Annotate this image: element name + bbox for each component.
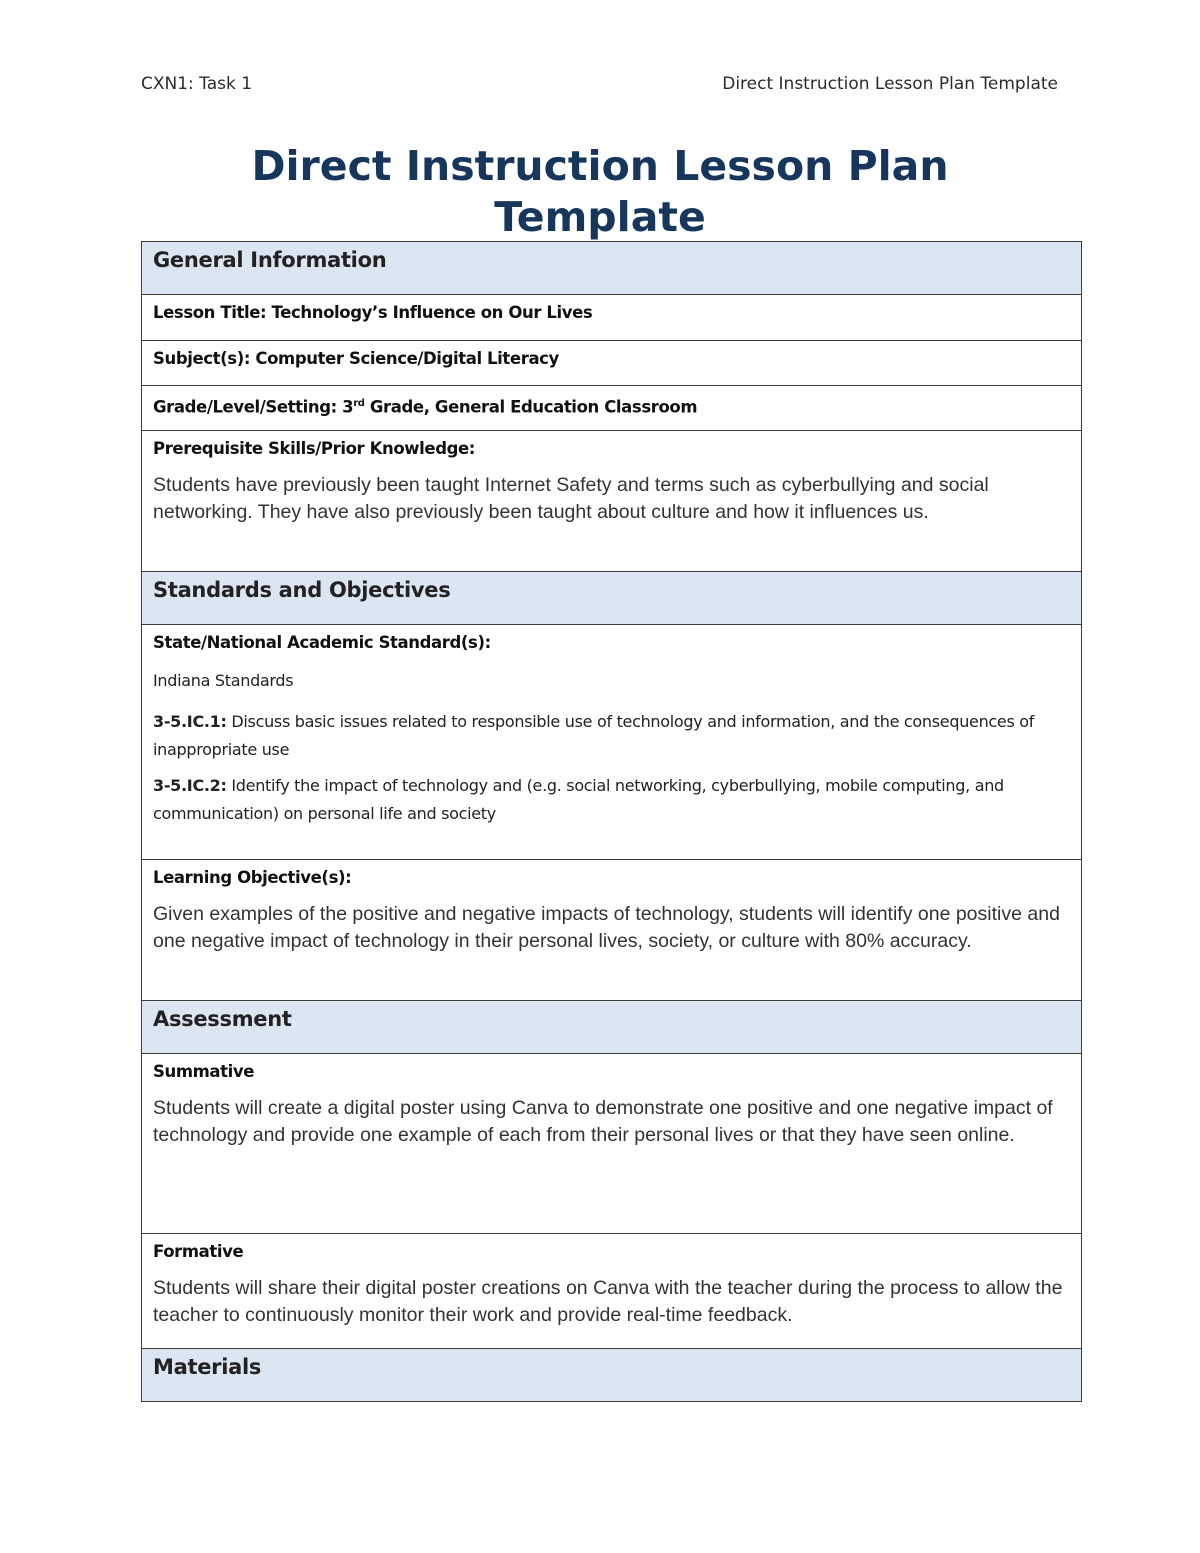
- standards-label: State/National Academic Standard(s):: [153, 633, 491, 652]
- summative-label: Summative: [153, 1062, 255, 1081]
- subjects-row: [141, 341, 1082, 386]
- lesson-plan-table: [141, 241, 1082, 1402]
- section-materials: [141, 1349, 1082, 1402]
- prerequisite-text: Students have previously been taught Internet Safety and terms such as cyberbullying and social networking. They have also previously been taught about culture and how it influences us.: [153, 474, 989, 523]
- grade-ordinal: rd: [353, 398, 365, 409]
- page-header-right: Direct Instruction Lesson Plan Template: [722, 74, 1058, 94]
- standard-text: Identify the impact of technology and (e.g. social networking, cyberbullying, mobile computing, and communication) on personal life and society: [153, 776, 1004, 823]
- standards-state: Indiana Standards: [153, 671, 294, 690]
- standard-item: [153, 708, 1070, 764]
- document-title: Direct Instruction Lesson Plan Template: [251, 142, 949, 241]
- section-general-information: [141, 242, 1082, 295]
- lesson-title-row: [141, 295, 1082, 341]
- formative-text: Students will share their digital poster creations on Canva with the teacher during the process to allow the teacher to continuously monitor their work and provide real-time feedback.: [153, 1277, 1063, 1326]
- section-title: General Information: [153, 248, 387, 272]
- learning-objective-label: Learning Objective(s):: [153, 868, 352, 887]
- section-assessment: [141, 1001, 1082, 1054]
- standard-text: Discuss basic issues related to responsible use of technology and information, and the consequences of inappropriate use: [153, 712, 1035, 759]
- section-title: Materials: [153, 1355, 262, 1379]
- standard-code: 3-5.IC.2:: [153, 776, 227, 795]
- formative-label: Formative: [153, 1242, 244, 1261]
- learning-objective-text: Given examples of the positive and negative impacts of technology, students will identify one positive and one negative impact of technology in their personal lives, society, or culture with 80% accuracy.: [153, 903, 1060, 952]
- learning-objective-row: [141, 860, 1082, 1001]
- lesson-title: Lesson Title: Technology’s Influence on Our Lives: [153, 303, 593, 322]
- prerequisite-row: [141, 431, 1082, 572]
- summative-text: Students will create a digital poster using Canva to demonstrate one positive and one negative impact of technology and provide one example of each from their personal lives or that they have seen online.: [153, 1097, 1053, 1146]
- grade-level-setting: [153, 393, 1070, 419]
- summative-row: [141, 1054, 1082, 1234]
- section-standards-objectives: [141, 572, 1082, 625]
- subjects: Subject(s): Computer Science/Digital Literacy: [153, 349, 559, 368]
- prerequisite-label: Prerequisite Skills/Prior Knowledge:: [153, 439, 476, 458]
- formative-row: [141, 1234, 1082, 1349]
- page-header-left: CXN1: Task 1: [141, 74, 253, 94]
- section-title: Standards and Objectives: [153, 578, 451, 602]
- grade-prefix: Grade/Level/Setting: 3: [153, 397, 354, 417]
- standard-code: 3-5.IC.1:: [153, 712, 227, 731]
- grade-level-row: [141, 386, 1082, 431]
- grade-suffix: Grade, General Education Classroom: [364, 397, 698, 417]
- standards-row: [141, 625, 1082, 860]
- standard-item: [153, 772, 1070, 828]
- section-title: Assessment: [153, 1007, 292, 1031]
